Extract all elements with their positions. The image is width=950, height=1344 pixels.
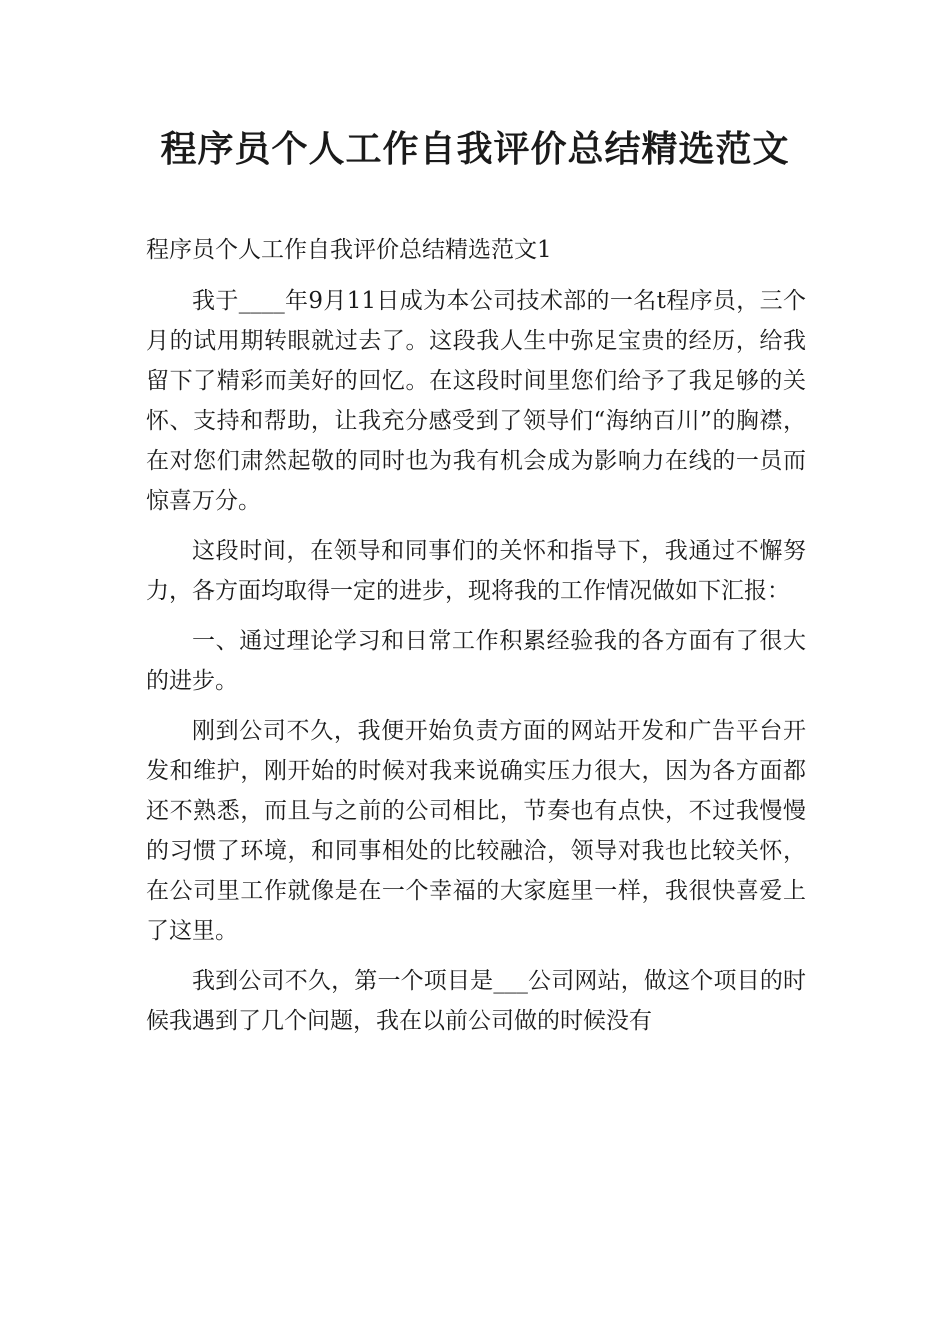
paragraph: 我到公司不久，第一个项目是___公司网站，做这个项目的时候我遇到了几个问题，我在以前公司做的时候没有 (146, 968, 806, 1034)
document-title: 程序员个人工作自我评价总结精选范文 (160, 129, 790, 170)
paragraph: 一、通过理论学习和日常工作积累经验我的各方面有了很大的进步。 (146, 628, 806, 694)
document-subtitle: 程序员个人工作自我评价总结精选范文1 (146, 237, 552, 263)
paragraph: 刚到公司不久，我便开始负责方面的网站开发和广告平台开发和维护，刚开始的时候对我来说确实压力很大，因为各方面都还不熟悉，而且与之前的公司相比，节奏也有点快，不过我慢慢的习惯了环境，和同事相处的比较融洽，领导对我也比较关怀，在公司里工作就像是在一个幸福的大家庭里一样，我很快喜爱上了这里。 (146, 718, 806, 944)
paragraph: 这段时间，在领导和同事们的关怀和指导下，我通过不懈努力，各方面均取得一定的进步，现将我的工作情况做如下汇报： (146, 538, 806, 604)
document-body (146, 281, 806, 1051)
paragraph: 我于____年9月11日成为本公司技术部的一名t程序员，三个月的试用期转眼就过去了。这段我人生中弥足宝贵的经历，给我留下了精彩而美好的回忆。在这段时间里您们给予了我足够的关怀、支持和帮助，让我充分感受到了领导们“海纳百川”的胸襟，在对您们肃然起敬的同时也为我有机会成为影响力在线的一员而惊喜万分。 (146, 288, 806, 514)
